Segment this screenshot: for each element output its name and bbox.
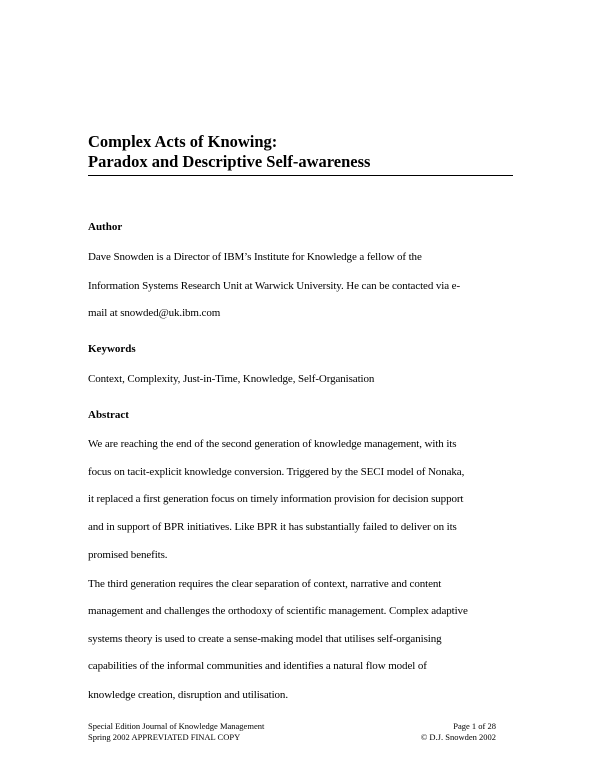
author-line: Information Systems Research Unit at Warwick University. He can be contacted via e- (88, 280, 461, 292)
abstract-line: and in support of BPR initiatives. Like BPR it has substantially failed to deliver on its (88, 521, 457, 533)
abstract-line: management and challenges the orthodoxy of scientific management. Complex adaptive (88, 605, 468, 617)
abstract-line: systems theory is used to create a sense-making model that utilises self-organising (88, 633, 442, 645)
title-line-1: Complex Acts of Knowing: (88, 132, 278, 151)
author-heading: Author (88, 221, 123, 233)
footer-journal: Special Edition Journal of Knowledge Management (88, 721, 265, 731)
paper-title (88, 132, 513, 176)
footer-copyright: © D.J. Snowden 2002 (420, 732, 496, 742)
footer-page-number: Page 1 of 28 (453, 721, 496, 731)
keywords-line: Context, Complexity, Just-in-Time, Knowledge, Self-Organisation (88, 373, 375, 385)
abstract-line: promised benefits. (88, 549, 168, 561)
abstract-heading: Abstract (88, 409, 129, 421)
abstract-line: The third generation requires the clear separation of context, narrative and content (88, 578, 442, 590)
abstract-line: capabilities of the informal communities and identifies a natural flow model of (88, 660, 427, 672)
author-line: mail at snowded@uk.ibm.com (88, 307, 221, 319)
title-line-2: Paradox and Descriptive Self-awareness (88, 152, 371, 171)
abstract-line: focus on tacit-explicit knowledge conversion. Triggered by the SECI model of Nonaka, (88, 466, 465, 478)
abstract-line: it replaced a first generation focus on timely information provision for decision support (88, 493, 464, 505)
abstract-line: knowledge creation, disruption and utilisation. (88, 689, 288, 701)
keywords-heading: Keywords (88, 343, 136, 355)
abstract-line: We are reaching the end of the second generation of knowledge management, with its (88, 438, 457, 450)
footer-edition: Spring 2002 APPREVIATED FINAL COPY (88, 732, 241, 742)
author-line: Dave Snowden is a Director of IBM’s Institute for Knowledge a fellow of the (88, 251, 422, 263)
